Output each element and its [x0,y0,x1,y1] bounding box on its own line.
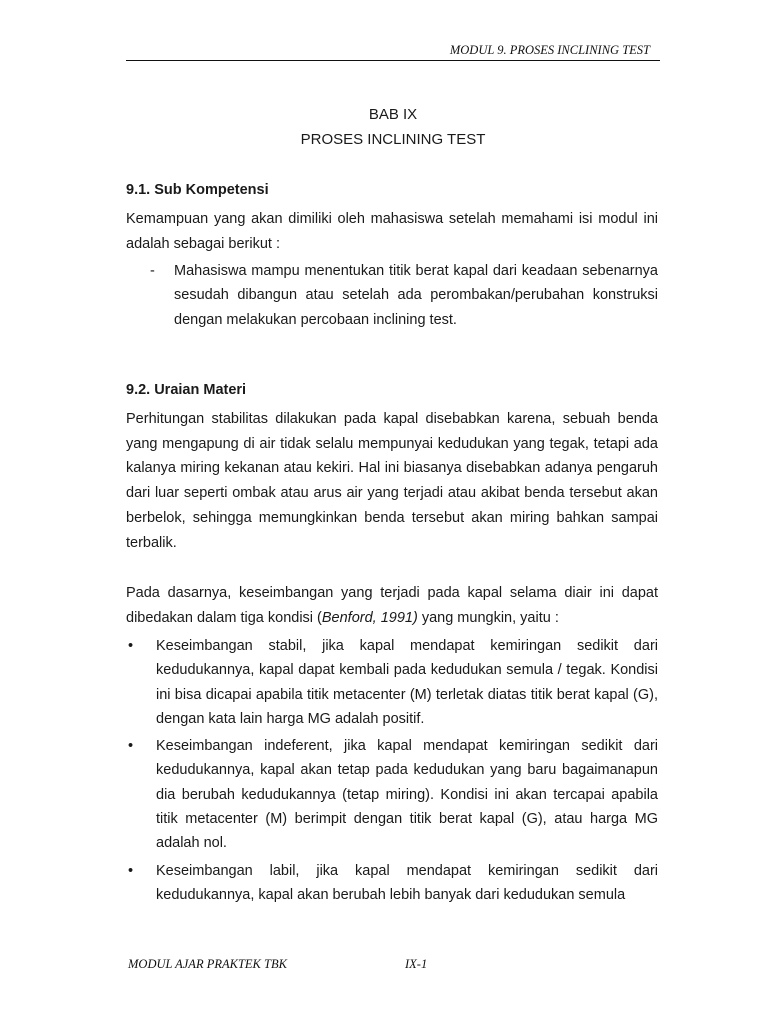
list-item-text: Keseimbangan labil, jika kapal mendapat kemiringan sedikit dari kedudukannya, kapal akan berubah lebih banyak dari kedudukan semula [156,863,658,904]
list-item-text: Keseimbangan indeferent, jika kapal mendapat kemiringan sedikit dari kedudukannya, kapal akan tetap pada kedudukan yang baru bagaimanapun dia berubah kedudukannya (tetap miring). Kondisi ini akan tercapai apabila titik metacenter (M) berimpit dengan titik berat kapal (G), atau harga MG adalah nol. [156,738,658,852]
footer-module-title: MODUL AJAR PRAKTEK TBK [128,957,287,971]
section2-paragraph-1: Perhitungan stabilitas dilakukan pada kapal disebabkan karena, sebuah benda yang mengapung di air tidak selalu mempunyai kedudukan yang tegak, tetapi ada kalanya miring kekanan atau kekiri. Hal ini biasanya disebabkan adanya pengaruh dari luar seperti ombak atau arus air yang terjadi atau akibat benda tersebut akan berbelok, sehingga memungkinkan benda tersebut akan miring bahkan sampai terbalik. [126,411,658,551]
dash-marker: - [150,263,155,279]
paragraph-2-text: Pada dasarnya, keseimbangan yang terjadi pada kapal selama diair ini dapat dibedakan dalam tiga kondisi ( [126,585,658,626]
bullet-marker: • [128,638,134,654]
chapter-number: BAB IX [368,106,418,123]
bullet-marker: • [128,738,134,754]
citation: Benford, 1991) [321,609,418,626]
chapter-title: PROSES INCLINING TEST [300,131,486,148]
section-heading-uraian-materi: 9.2. Uraian Materi [126,382,247,398]
list-item-text: Keseimbangan stabil, jika kapal mendapat kemiringan sedikit dari kedudukannya, kapal dapat kembali pada kedudukan semula / tegak. Kondisi ini bisa dicapai apabila titik metacenter (M) terletak diatas titik berat kapal (G), dengan kata lain harga MG adalah positif. [156,638,658,727]
section-heading-sub-kompetensi: 9.1. Sub Kompetensi [126,182,269,198]
bullet-marker: • [128,863,134,879]
header-rule [126,60,660,61]
page-number: IX-1 [405,957,428,971]
running-header: MODUL 9. PROSES INCLINING TEST [449,43,650,57]
list-item-text: Mahasiswa mampu menentukan titik berat kapal dari keadaan sebenarnya sesudah dibangun atau setelah ada perombakan/perubahan konstruksi dengan melakukan percobaan inclining test. [174,263,658,328]
section1-intro: Kemampuan yang akan dimiliki oleh mahasiswa setelah memahami isi modul ini adalah sebagai berikut : [126,211,658,252]
section2-paragraph-2 [126,581,658,630]
paragraph-2-tail: yang mungkin, yaitu : [417,609,559,626]
